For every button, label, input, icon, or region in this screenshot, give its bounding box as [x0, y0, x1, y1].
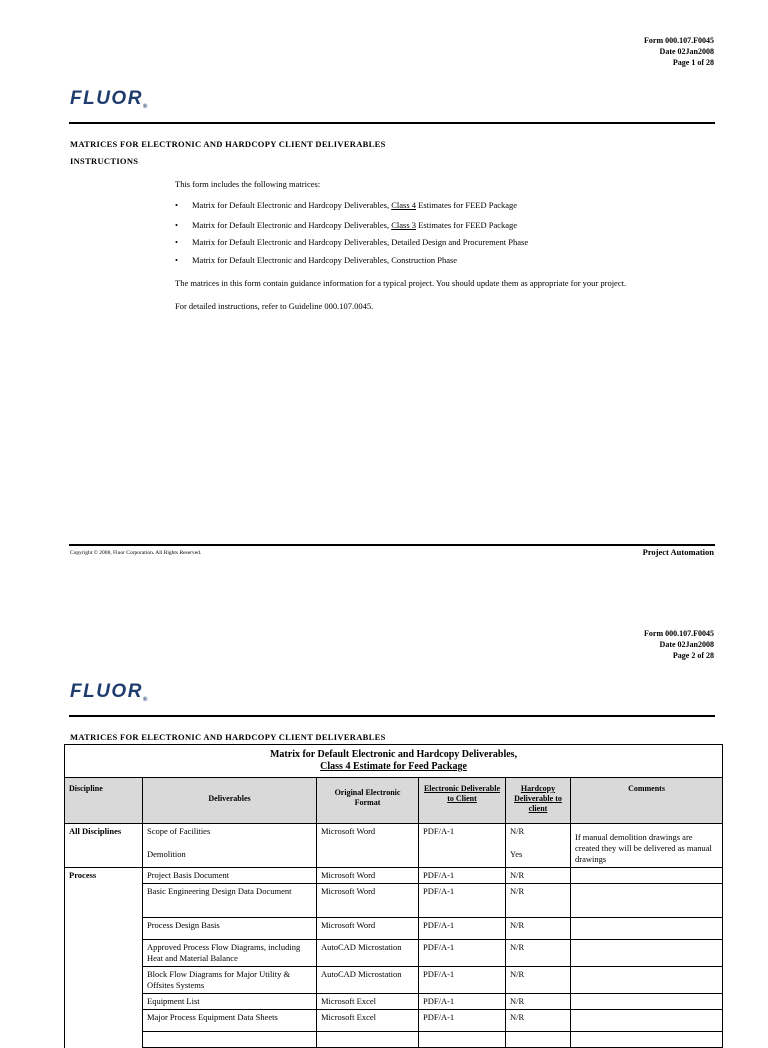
- electronic-cell: PDF/A-1: [419, 994, 506, 1010]
- table-title-row: [65, 745, 723, 778]
- electronic-cell: PDF/A-1: [419, 918, 506, 940]
- fluor-logo: FLUOR®: [70, 681, 148, 703]
- hardcopy-cell: N/R: [506, 884, 571, 918]
- table-row: [65, 884, 723, 918]
- deliverable-cell: Block Flow Diagrams for Major Utility & Offsites Systems: [143, 967, 317, 994]
- format-cell: Microsoft Word: [317, 918, 419, 940]
- footer-label: Project Automation: [642, 547, 714, 557]
- format-cell: Microsoft Word: [317, 868, 419, 884]
- hardcopy-cell: N/R: [506, 940, 571, 967]
- form-number: Form 000.107.F0045: [644, 629, 714, 638]
- page-number: Page 2 of 28: [672, 651, 714, 660]
- document-title: MATRICES FOR ELECTRONIC AND HARDCOPY CLIENT DELIVERABLES: [70, 732, 386, 742]
- format-cell: Microsoft Excel: [317, 1010, 419, 1032]
- format-cell: Microsoft Word: [317, 824, 419, 868]
- format-cell: Microsoft Excel: [317, 994, 419, 1010]
- copyright-text: Copyright © 2008, Fluor Corporation. All Rights Reserved.: [70, 550, 202, 556]
- form-number: Form 000.107.F0045: [644, 36, 714, 45]
- comment-cell: [571, 1010, 723, 1032]
- list-item: • Matrix for Default Electronic and Hardcopy Deliverables, Detailed Design and Procurement Phase: [175, 237, 529, 247]
- comment-cell: [571, 994, 723, 1010]
- electronic-cell: [419, 1032, 506, 1048]
- table-row: [65, 824, 723, 868]
- comment-cell: [571, 868, 723, 884]
- deliverable-cell: Approved Process Flow Diagrams, including Heat and Material Balance: [143, 940, 317, 967]
- hardcopy-cell: N/R: [506, 918, 571, 940]
- deliverable-cell: Scope of Facilities Demolition: [143, 824, 317, 868]
- table-title: Matrix for Default Electronic and Hardcopy Deliverables, Class 4 Estimate for Feed Package: [65, 745, 723, 778]
- deliverable-cell: Major Process Equipment Data Sheets: [143, 1010, 317, 1032]
- column-header-comments: Comments: [571, 778, 723, 824]
- table-row: [65, 1032, 723, 1048]
- format-cell: Microsoft Word: [317, 884, 419, 918]
- comment-cell: [571, 884, 723, 918]
- deliverable-cell: [143, 1032, 317, 1048]
- hardcopy-cell: N/R: [506, 967, 571, 994]
- list-item: • Matrix for Default Electronic and Hardcopy Deliverables, Class 3 Estimates for FEED Package: [175, 220, 518, 230]
- section-heading: INSTRUCTIONS: [70, 156, 139, 166]
- column-header-hardcopy: Hardcopy Deliverable to client: [506, 778, 571, 824]
- deliverable-cell: Equipment List: [143, 994, 317, 1010]
- column-header-electronic: Electronic Deliverable to Client: [419, 778, 506, 824]
- table-header-row: [65, 778, 723, 824]
- table-row: [65, 967, 723, 994]
- comment-cell: [571, 940, 723, 967]
- page-number: Page 1 of 28: [672, 58, 714, 67]
- fluor-logo: FLUOR®: [70, 88, 148, 110]
- deliverable-cell: Process Design Basis: [143, 918, 317, 940]
- deliverables-matrix-table: [64, 744, 723, 1048]
- list-item: • Matrix for Default Electronic and Hardcopy Deliverables, Construction Phase: [175, 255, 458, 265]
- comment-cell: [571, 1032, 723, 1048]
- electronic-cell: PDF/A-1: [419, 884, 506, 918]
- hardcopy-cell: N/R: [506, 868, 571, 884]
- table-row: [65, 994, 723, 1010]
- document-title: MATRICES FOR ELECTRONIC AND HARDCOPY CLIENT DELIVERABLES: [70, 139, 386, 149]
- form-date: Date 02Jan2008: [659, 640, 714, 649]
- format-cell: [317, 1032, 419, 1048]
- electronic-cell: PDF/A-1: [419, 868, 506, 884]
- deliverable-cell: Basic Engineering Design Data Document: [143, 884, 317, 918]
- electronic-cell: PDF/A-1: [419, 1010, 506, 1032]
- column-header-original-format: Original Electronic Format: [317, 778, 419, 824]
- electronic-cell: PDF/A-1: [419, 824, 506, 868]
- hardcopy-cell: [506, 1032, 571, 1048]
- header-divider: [69, 715, 715, 717]
- list-item: • Matrix for Default Electronic and Hardcopy Deliverables, Class 4 Estimates for FEED Package: [175, 200, 518, 210]
- table-row: [65, 1010, 723, 1032]
- discipline-cell: Process: [65, 868, 143, 1048]
- format-cell: AutoCAD Microstation: [317, 940, 419, 967]
- comment-cell: [571, 967, 723, 994]
- intro-text: This form includes the following matrices:: [175, 179, 321, 189]
- guidance-text: The matrices in this form contain guidance information for a typical project. You should update them as appropriate for your project.: [175, 278, 627, 288]
- table-row: [65, 918, 723, 940]
- discipline-cell: All Disciplines: [65, 824, 143, 868]
- form-info: [644, 628, 714, 661]
- reference-text: For detailed instructions, refer to Guideline 000.107.0045.: [175, 301, 374, 311]
- format-cell: AutoCAD Microstation: [317, 967, 419, 994]
- column-header-discipline: Discipline: [65, 778, 143, 824]
- form-date: Date 02Jan2008: [659, 47, 714, 56]
- table-row: [65, 868, 723, 884]
- electronic-cell: PDF/A-1: [419, 940, 506, 967]
- comment-cell: [571, 918, 723, 940]
- hardcopy-cell: N/R: [506, 994, 571, 1010]
- column-header-deliverables: Deliverables: [143, 778, 317, 824]
- comment-cell: If manual demolition drawings are created they will be delivered as manual drawings: [571, 824, 723, 868]
- deliverable-cell: Project Basis Document: [143, 868, 317, 884]
- hardcopy-cell: N/R Yes: [506, 824, 571, 868]
- electronic-cell: PDF/A-1: [419, 967, 506, 994]
- table-row: [65, 940, 723, 967]
- hardcopy-cell: N/R: [506, 1010, 571, 1032]
